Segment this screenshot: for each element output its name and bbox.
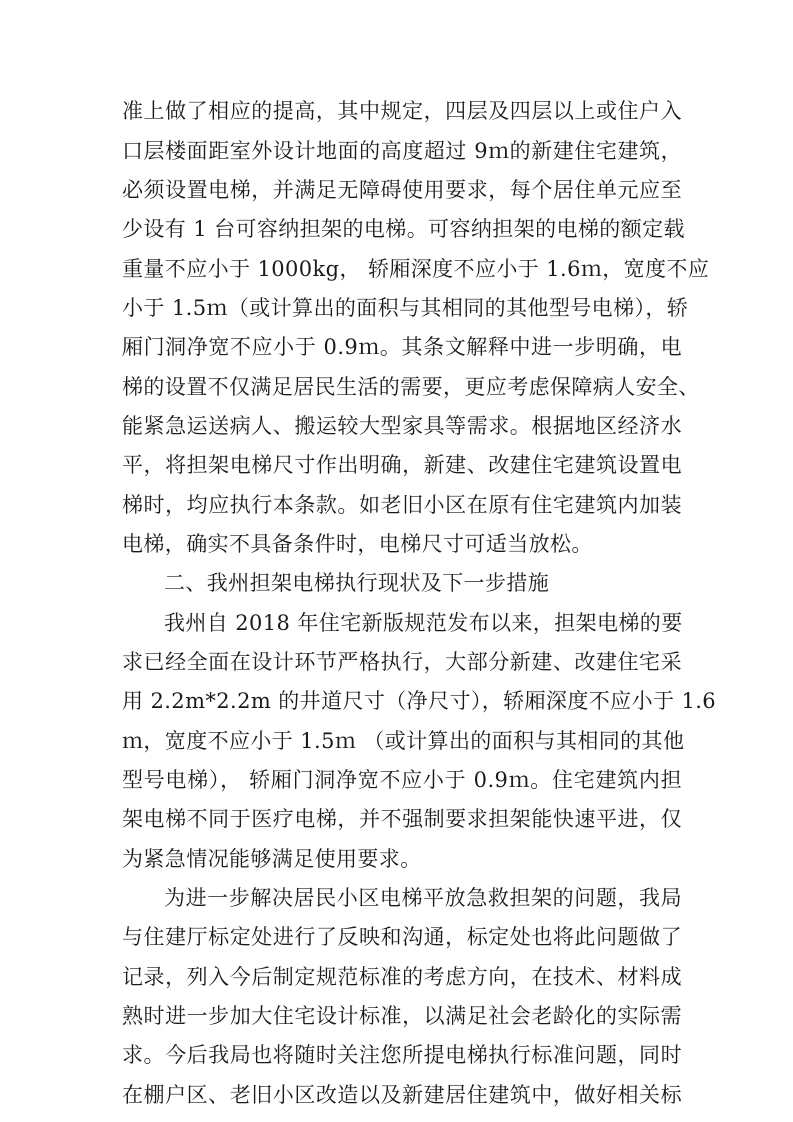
text-line-19: 架电梯不同于医疗电梯，并不强制要求担架能快速平进，仅	[122, 807, 682, 831]
text-line-6: 小于 1.5ｍ（或计算出的面积与其相同的其他型号电梯），轿	[122, 296, 689, 320]
text-line-14: 我州自 2018 年住宅新版规范发布以来，担架电梯的要	[164, 611, 683, 635]
text-line-17: ｍ，宽度不应小于 1.5ｍ （或计算出的面积与其相同的其他	[122, 729, 685, 753]
text-line-26: 在棚户区、老旧小区改造以及新建居住建筑中，做好相关标	[122, 1083, 682, 1107]
text-line-5: 重量不应小于 1000kg， 轿厢深度不应小于 1.6ｍ，宽度不应	[122, 257, 710, 281]
text-line-1: 准上做了相应的提高，其中规定，四层及四层以上或住户入	[122, 99, 682, 123]
text-line-22: 与住建厅标定处进行了反映和沟通，标定处也将此问题做了	[122, 925, 682, 949]
text-line-25: 求。今后我局也将随时关注您所提电梯执行标准问题，同时	[122, 1043, 682, 1067]
text-line-2: 口层楼面距室外设计地面的高度超过 9ｍ的新建住宅建筑，	[122, 139, 682, 163]
section-heading: 二、我州担架电梯执行现状及下一步措施	[164, 571, 550, 595]
text-line-23: 记录，列入今后制定规范标准的考虑方向，在技术、材料成	[122, 965, 682, 989]
text-line-18: 型号电梯）， 轿厢门洞净宽不应小于 0.9ｍ。住宅建筑内担	[122, 768, 682, 792]
text-line-12: 电梯，确实不具备条件时，电梯尺寸可适当放松。	[122, 532, 593, 556]
text-line-11: 梯时，均应执行本条款。如老旧小区在原有住宅建筑内加装	[122, 493, 682, 517]
text-line-10: 平，将担架电梯尺寸作出明确，新建、改建住宅建筑设置电	[122, 453, 682, 477]
text-line-3: 必须设置电梯，并满足无障碍使用要求，每个居住单元应至	[122, 178, 682, 202]
text-line-4: 少设有 1 台可容纳担架的电梯。可容纳担架的电梯的额定载	[122, 217, 685, 241]
text-line-16: 用 2.2m*2.2m 的井道尺寸（净尺寸），轿厢深度不应小于 1.6	[122, 689, 717, 713]
text-line-7: 厢门洞净宽不应小于 0.9ｍ。其条文解释中进一步明确，电	[122, 335, 682, 359]
text-line-24: 熟时进一步加大住宅设计标准，以满足社会老龄化的实际需	[122, 1004, 682, 1028]
text-line-9: 能紧急运送病人、搬运较大型家具等需求。根据地区经济水	[122, 414, 682, 438]
text-line-20: 为紧急情况能够满足使用要求。	[122, 847, 422, 871]
text-line-15: 求已经全面在设计环节严格执行，大部分新建、改建住宅采	[122, 650, 682, 674]
text-line-21: 为进一步解决居民小区电梯平放急救担架的问题，我局	[164, 886, 682, 910]
text-line-8: 梯的设置不仅满足居民生活的需要，更应考虑保障病人安全、	[122, 375, 700, 399]
